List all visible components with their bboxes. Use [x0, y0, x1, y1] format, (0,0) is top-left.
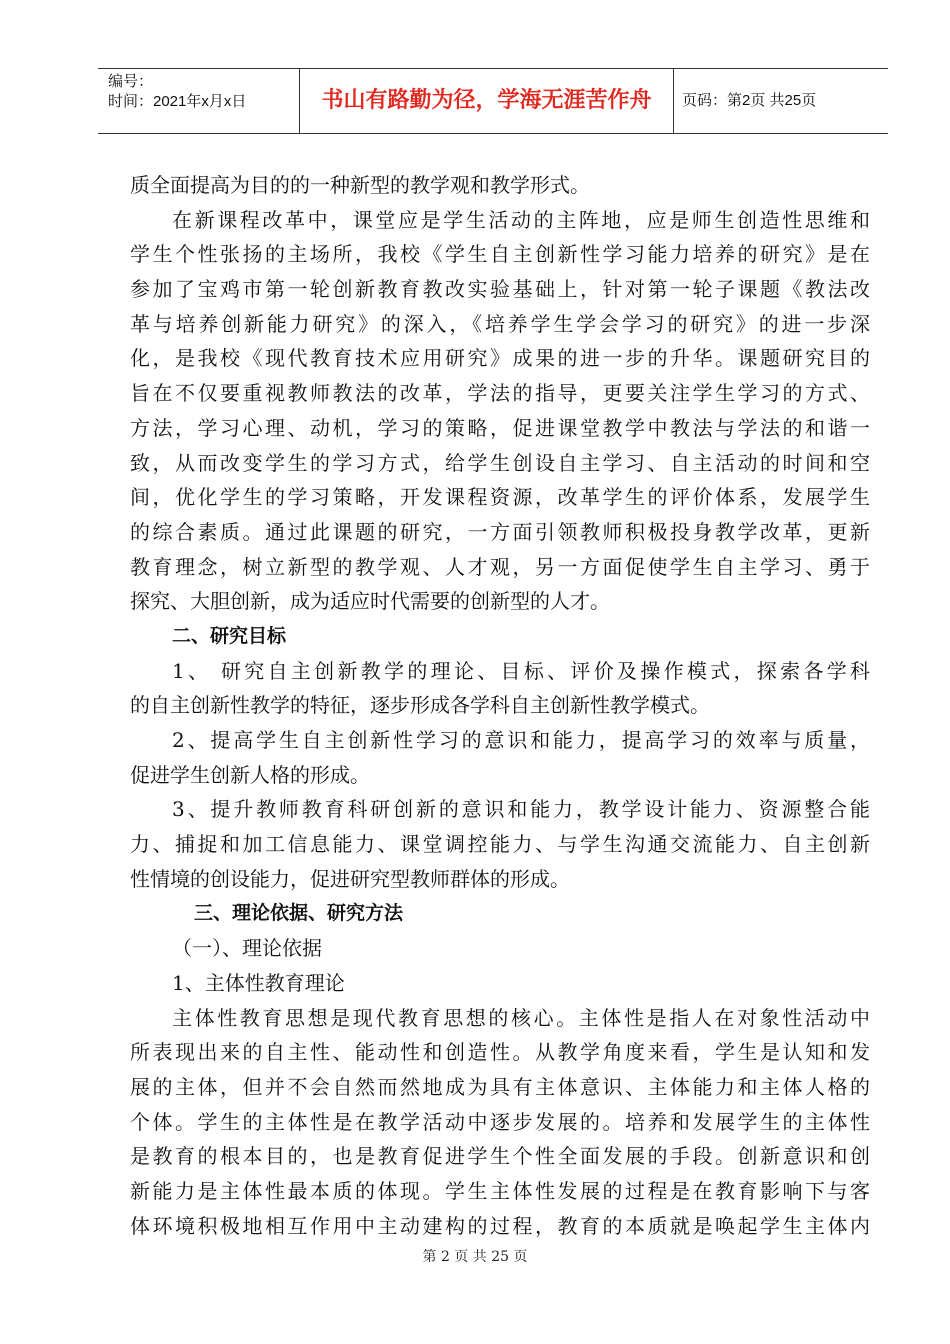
paragraph-line: 学生个性张扬的主场所，我校《学生自主创新性学习能力培养的研究》是在	[130, 242, 870, 267]
goal-line: 的自主创新性教学的特征，逐步形成各学科自主创新性教学模式。	[130, 693, 710, 718]
paragraph-line: 新能力是主体性最本质的体现。学生主体性发展的过程是在教育影响下与客	[130, 1178, 870, 1203]
subsection-heading: （一）、理论依据	[172, 936, 322, 961]
paragraph-line: 质全面提高为目的的一种新型的教学观和教学形式。	[130, 173, 590, 197]
page-footer-number: 第 2 页 共 25 页	[422, 1249, 528, 1265]
header-page-info: 页码：第2页 共25页	[682, 92, 817, 109]
paragraph-line: 在新课程改革中，课堂应是学生活动的主阵地，应是师生创造性思维和	[172, 207, 870, 232]
paragraph-line: 参加了宝鸡市第一轮创新教育教改实验基础上，针对第一轮子课题《教法改	[130, 277, 870, 302]
goal-line: 3、提升教师教育科研创新的意识和能力，教学设计能力、资源整合能	[172, 797, 870, 822]
paragraph-line: 是教育的根本目的，也是教育促进学生个性全面发展的手段。创新意识和创	[130, 1144, 870, 1169]
paragraph-line: 所表现出来的自主性、能动性和创造性。从教学角度来看，学生是认知和发	[130, 1040, 870, 1065]
paragraph-line: 的综合素质。通过此课题的研究，一方面引领教师积极投身教学改革，更新	[130, 519, 870, 544]
paragraph-line: 探究、大胆创新，成为适应时代需要的创新型的人才。	[130, 589, 610, 614]
paragraph-line: 个体。学生的主体性是在教学活动中逐步发展的。培养和发展学生的主体性	[130, 1109, 870, 1134]
header-motto: 书山有路勤为径，学海无涯苦作舟	[300, 69, 674, 133]
goal-line: 力、捕捉和加工信息能力、课堂调控能力、与学生沟通交流能力、自主创新	[130, 832, 870, 857]
document-body	[130, 168, 870, 1243]
header-meta	[98, 69, 300, 133]
paragraph-line: 主体性教育思想是现代教育思想的核心。主体性是指人在对象性活动中	[172, 1005, 870, 1030]
document-number-label: 编号：	[108, 73, 154, 90]
paragraph-line: 方法，学习心理、动机，学习的策略，促进课堂教学中教法与学法的和谐一	[130, 415, 870, 440]
goal-line: 促进学生创新人格的形成。	[130, 762, 370, 787]
goal-line: 2、提高学生自主创新性学习的意识和能力，提高学习的效率与质量，	[172, 728, 870, 752]
goal-line: 1、 研究自主创新教学的理论、目标、评价及操作模式，探索各学科	[172, 658, 870, 683]
goal-line: 性情境的创设能力，促进研究型教师群体的形成。	[130, 866, 570, 891]
paragraph-line: 体环境积极地相互作用中主动建构的过程，教育的本质就是唤起学生主体内	[130, 1213, 870, 1238]
paragraph-line: 化，是我校《现代教育技术应用研究》成果的进一步的升华。课题研究目的	[130, 346, 870, 371]
section-heading-research-goals: 二、研究目标	[172, 624, 287, 647]
paragraph-line: 旨在不仅要重视教师教法的改革，学法的指导，更要关注学生学习的方式、	[130, 381, 870, 406]
paragraph-line: 革与培养创新能力研究》的深入，《培养学生学会学习的研究》的进一步深	[130, 311, 870, 336]
page-header	[98, 68, 888, 134]
section-heading-theory-methods: 三、理论依据、研究方法	[194, 902, 404, 925]
paragraph-line: 致，从而改变学生的学习方式，给学生创设自主学习、自主活动的时间和空	[130, 450, 870, 475]
document-time-label: 时间：2021年x月x日	[108, 93, 247, 110]
subsection-item: 1、主体性教育理论	[172, 970, 345, 995]
paragraph-line: 教育理念，树立新型的教学观、人才观，另一方面促使学生自主学习、勇于	[130, 554, 870, 579]
paragraph-line: 展的主体，但并不会自然而然地成为具有主体意识、主体能力和主体人格的	[130, 1074, 870, 1099]
paragraph-line: 间，优化学生的学习策略，开发课程资源，改革学生的评价体系，发展学生	[130, 485, 870, 510]
